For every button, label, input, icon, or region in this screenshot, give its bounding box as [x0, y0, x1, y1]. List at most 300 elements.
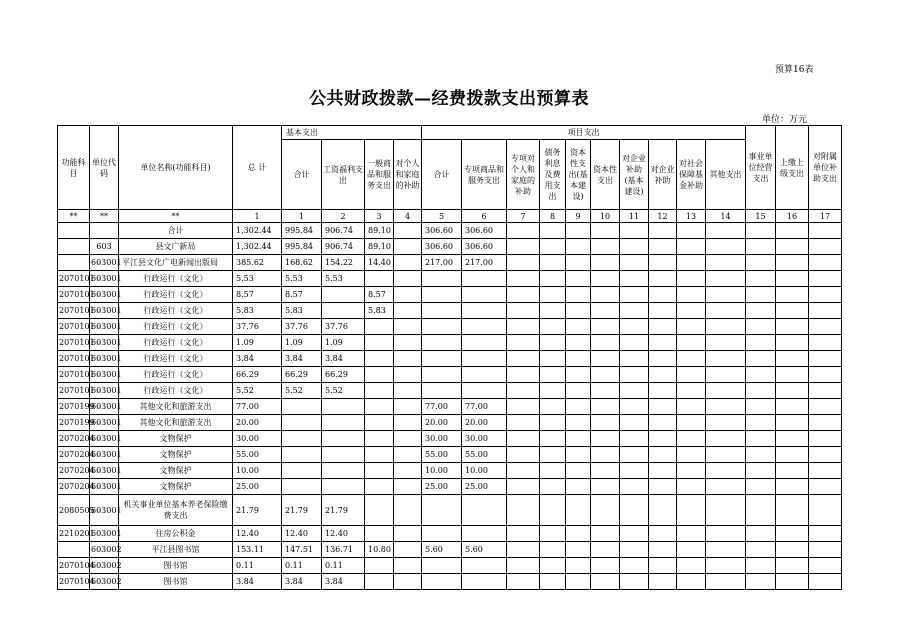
empty-cell: [809, 367, 842, 383]
empty-cell: [706, 303, 746, 319]
proj-total-cell: [422, 558, 462, 574]
wages-cell: [322, 303, 365, 319]
empty-cell: [677, 319, 706, 335]
empty-cell: [566, 415, 591, 431]
empty-cell: [566, 447, 591, 463]
proj-goods-cell: 10.00: [462, 463, 507, 479]
index-cell: 7: [507, 210, 540, 223]
proj-total-cell: [422, 367, 462, 383]
empty-cell: [649, 351, 677, 367]
empty-cell: [706, 271, 746, 287]
header-enterprise: 对企业补助: [649, 140, 677, 210]
func-code-cell: 2070101: [58, 367, 90, 383]
proj-goods-cell: [462, 335, 507, 351]
empty-cell: [620, 287, 649, 303]
empty-cell: [746, 558, 776, 574]
empty-cell: [776, 367, 809, 383]
proj-goods-cell: 5.60: [462, 542, 507, 558]
unit-name-cell: 行政运行（文化）: [119, 351, 233, 367]
personal-cell: [394, 463, 422, 479]
unit-code-cell: 603001: [90, 255, 119, 271]
total-cell: 3.84: [233, 351, 282, 367]
empty-cell: [620, 431, 649, 447]
personal-cell: [394, 431, 422, 447]
wages-cell: 5.52: [322, 383, 365, 399]
unit-name-cell: 图书馆: [119, 574, 233, 590]
index-cell: **: [90, 210, 119, 223]
proj-goods-cell: 25.00: [462, 479, 507, 495]
header-debt: 债务利息及费用支出: [540, 140, 566, 210]
empty-cell: [809, 351, 842, 367]
empty-cell: [776, 558, 809, 574]
proj-total-cell: 306.60: [422, 239, 462, 255]
unit-name-cell: 文物保护: [119, 431, 233, 447]
table-row: [58, 351, 842, 367]
empty-cell: [540, 495, 566, 526]
index-cell: 17: [809, 210, 842, 223]
goods-cell: [365, 479, 394, 495]
proj-total-cell: [422, 335, 462, 351]
empty-cell: [706, 287, 746, 303]
empty-cell: [540, 447, 566, 463]
empty-cell: [566, 526, 591, 542]
empty-cell: [649, 223, 677, 239]
empty-cell: [591, 479, 620, 495]
form-code: 预算16表: [775, 65, 814, 75]
page-title: 公共财政拨款—经费拨款支出预算表: [309, 89, 589, 109]
empty-cell: [540, 351, 566, 367]
basic-total-cell: 5.52: [282, 383, 322, 399]
empty-cell: [776, 255, 809, 271]
wages-cell: 5.53: [322, 271, 365, 287]
empty-cell: [809, 447, 842, 463]
table-row: [58, 447, 842, 463]
proj-total-cell: 5.60: [422, 542, 462, 558]
empty-cell: [809, 463, 842, 479]
empty-cell: [809, 558, 842, 574]
goods-cell: [365, 558, 394, 574]
total-cell: 30.00: [233, 431, 282, 447]
proj-total-cell: [422, 271, 462, 287]
unit-code-cell: 603001: [90, 526, 119, 542]
header-capital: 资本性支出: [591, 140, 620, 210]
empty-cell: [649, 255, 677, 271]
empty-cell: [540, 367, 566, 383]
empty-cell: [566, 399, 591, 415]
header-goods: 一般商品和服务支出: [365, 140, 394, 210]
proj-goods-cell: 20.00: [462, 415, 507, 431]
empty-cell: [809, 479, 842, 495]
func-code-cell: 2070101: [58, 271, 90, 287]
unit-name-cell: 文物保护: [119, 447, 233, 463]
empty-cell: [507, 447, 540, 463]
goods-cell: [365, 319, 394, 335]
total-cell: 385.62: [233, 255, 282, 271]
proj-goods-cell: [462, 319, 507, 335]
total-cell: 77.00: [233, 399, 282, 415]
empty-cell: [677, 351, 706, 367]
empty-cell: [809, 335, 842, 351]
proj-goods-cell: 306.60: [462, 239, 507, 255]
goods-cell: [365, 574, 394, 590]
empty-cell: [566, 367, 591, 383]
personal-cell: [394, 367, 422, 383]
empty-cell: [649, 542, 677, 558]
func-code-cell: [58, 239, 90, 255]
personal-cell: [394, 271, 422, 287]
unit-code-cell: 603001: [90, 287, 119, 303]
empty-cell: [706, 367, 746, 383]
personal-cell: [394, 223, 422, 239]
header-proj-total: 合计: [422, 140, 462, 210]
func-code-cell: [58, 255, 90, 271]
basic-total-cell: [282, 479, 322, 495]
func-code-cell: [58, 223, 90, 239]
proj-total-cell: [422, 319, 462, 335]
table-row: [58, 287, 842, 303]
empty-cell: [809, 239, 842, 255]
unit-name-cell: 文物保护: [119, 463, 233, 479]
basic-total-cell: 5.53: [282, 271, 322, 287]
empty-cell: [746, 335, 776, 351]
empty-cell: [649, 303, 677, 319]
goods-cell: [365, 335, 394, 351]
unit-code-cell: 603001: [90, 495, 119, 526]
empty-cell: [776, 495, 809, 526]
empty-cell: [746, 463, 776, 479]
empty-cell: [649, 367, 677, 383]
empty-cell: [706, 447, 746, 463]
goods-cell: [365, 526, 394, 542]
empty-cell: [809, 431, 842, 447]
empty-cell: [620, 574, 649, 590]
total-cell: 37.76: [233, 319, 282, 335]
empty-cell: [649, 431, 677, 447]
empty-cell: [540, 558, 566, 574]
empty-cell: [677, 558, 706, 574]
empty-cell: [591, 303, 620, 319]
goods-cell: 89.10: [365, 239, 394, 255]
empty-cell: [706, 431, 746, 447]
empty-cell: [507, 558, 540, 574]
empty-cell: [706, 463, 746, 479]
header-total: 总 计: [233, 126, 282, 210]
empty-cell: [746, 367, 776, 383]
header-unit-name: 单位名称(功能科目): [119, 126, 233, 210]
empty-cell: [507, 335, 540, 351]
unit-code-cell: 603001: [90, 431, 119, 447]
index-cell: **: [119, 210, 233, 223]
empty-cell: [620, 526, 649, 542]
table-row: [58, 558, 842, 574]
empty-cell: [507, 271, 540, 287]
empty-cell: [591, 223, 620, 239]
unit-code-cell: 603001: [90, 367, 119, 383]
goods-cell: 8.57: [365, 287, 394, 303]
empty-cell: [507, 574, 540, 590]
proj-goods-cell: [462, 271, 507, 287]
empty-cell: [649, 319, 677, 335]
header-upper: 上缴上级支出: [776, 126, 809, 210]
empty-cell: [677, 495, 706, 526]
empty-cell: [746, 495, 776, 526]
empty-cell: [677, 383, 706, 399]
empty-cell: [677, 255, 706, 271]
total-cell: 0.11: [233, 558, 282, 574]
empty-cell: [746, 574, 776, 590]
proj-goods-cell: [462, 303, 507, 319]
empty-cell: [649, 415, 677, 431]
empty-cell: [677, 287, 706, 303]
empty-cell: [591, 335, 620, 351]
empty-cell: [677, 335, 706, 351]
goods-cell: 14.40: [365, 255, 394, 271]
empty-cell: [746, 351, 776, 367]
empty-cell: [649, 287, 677, 303]
empty-cell: [566, 287, 591, 303]
table-body: [58, 223, 842, 590]
empty-cell: [591, 574, 620, 590]
empty-cell: [540, 271, 566, 287]
unit-code-cell: 603001: [90, 415, 119, 431]
empty-cell: [507, 526, 540, 542]
empty-cell: [649, 447, 677, 463]
total-cell: 153.11: [233, 542, 282, 558]
table-row: [58, 383, 842, 399]
unit-code-cell: 603002: [90, 574, 119, 590]
empty-cell: [776, 447, 809, 463]
proj-goods-cell: [462, 495, 507, 526]
empty-cell: [507, 255, 540, 271]
empty-cell: [809, 287, 842, 303]
empty-cell: [591, 447, 620, 463]
empty-cell: [746, 431, 776, 447]
basic-total-cell: 5.83: [282, 303, 322, 319]
unit-name-cell: 平江县文化广电新闻出版局: [119, 255, 233, 271]
empty-cell: [620, 335, 649, 351]
empty-cell: [507, 399, 540, 415]
basic-total-cell: 12.40: [282, 526, 322, 542]
empty-cell: [677, 431, 706, 447]
empty-cell: [776, 415, 809, 431]
goods-cell: [365, 495, 394, 526]
empty-cell: [706, 542, 746, 558]
table-row: [58, 463, 842, 479]
empty-cell: [706, 351, 746, 367]
empty-cell: [620, 367, 649, 383]
empty-cell: [566, 255, 591, 271]
empty-cell: [566, 574, 591, 590]
empty-cell: [591, 542, 620, 558]
empty-cell: [776, 463, 809, 479]
empty-cell: [649, 383, 677, 399]
unit-name-cell: 住房公积金: [119, 526, 233, 542]
empty-cell: [677, 223, 706, 239]
empty-cell: [620, 255, 649, 271]
goods-cell: [365, 415, 394, 431]
empty-cell: [776, 574, 809, 590]
table-row: [58, 399, 842, 415]
empty-cell: [591, 558, 620, 574]
header-enterprise-build: 对企业补助(基本建设): [620, 140, 649, 210]
empty-cell: [746, 239, 776, 255]
header-affiliated: 对附属单位补助支出: [809, 126, 842, 210]
personal-cell: [394, 479, 422, 495]
index-cell: 1: [282, 210, 322, 223]
empty-cell: [620, 223, 649, 239]
header-other: 其他支出: [706, 140, 746, 210]
empty-cell: [540, 383, 566, 399]
empty-cell: [677, 447, 706, 463]
proj-goods-cell: [462, 367, 507, 383]
func-code-cell: 2070204: [58, 479, 90, 495]
func-code-cell: 2070199: [58, 415, 90, 431]
empty-cell: [746, 223, 776, 239]
total-cell: 21.79: [233, 495, 282, 526]
empty-cell: [677, 399, 706, 415]
empty-cell: [507, 383, 540, 399]
index-cell: 8: [540, 210, 566, 223]
unit-code-cell: 603001: [90, 479, 119, 495]
personal-cell: [394, 447, 422, 463]
empty-cell: [809, 303, 842, 319]
empty-cell: [540, 303, 566, 319]
index-cell: 5: [422, 210, 462, 223]
empty-cell: [776, 319, 809, 335]
header-proj-goods: 专项商品和服务支出: [462, 140, 507, 210]
empty-cell: [809, 542, 842, 558]
goods-cell: [365, 399, 394, 415]
index-cell: 13: [677, 210, 706, 223]
total-cell: 10.00: [233, 463, 282, 479]
empty-cell: [620, 479, 649, 495]
func-code-cell: 2210201: [58, 526, 90, 542]
index-cell: 16: [776, 210, 809, 223]
proj-goods-cell: [462, 351, 507, 367]
empty-cell: [809, 271, 842, 287]
empty-cell: [540, 542, 566, 558]
empty-cell: [540, 335, 566, 351]
empty-cell: [809, 495, 842, 526]
empty-cell: [540, 526, 566, 542]
goods-cell: [365, 367, 394, 383]
total-cell: 3.84: [233, 574, 282, 590]
basic-total-cell: 3.84: [282, 351, 322, 367]
unit-code-cell: 603001: [90, 463, 119, 479]
empty-cell: [746, 415, 776, 431]
basic-total-cell: [282, 463, 322, 479]
empty-cell: [776, 239, 809, 255]
proj-total-cell: [422, 495, 462, 526]
empty-cell: [677, 303, 706, 319]
table-row: [58, 431, 842, 447]
wages-cell: [322, 447, 365, 463]
unit-code-cell: 603001: [90, 335, 119, 351]
proj-goods-cell: 306.60: [462, 223, 507, 239]
proj-goods-cell: 77.00: [462, 399, 507, 415]
proj-total-cell: [422, 287, 462, 303]
wages-cell: 1.09: [322, 335, 365, 351]
table-row: [58, 542, 842, 558]
total-cell: 5.83: [233, 303, 282, 319]
header-business: 事业单位经营支出: [746, 126, 776, 210]
proj-total-cell: 25.00: [422, 479, 462, 495]
wages-cell: [322, 479, 365, 495]
table-row: [58, 574, 842, 590]
empty-cell: [620, 542, 649, 558]
empty-cell: [677, 271, 706, 287]
unit-name-cell: 行政运行（文化）: [119, 271, 233, 287]
goods-cell: [365, 351, 394, 367]
personal-cell: [394, 558, 422, 574]
basic-total-cell: 37.76: [282, 319, 322, 335]
empty-cell: [591, 351, 620, 367]
basic-total-cell: 995.84: [282, 223, 322, 239]
empty-cell: [507, 415, 540, 431]
header-project: 项目支出: [422, 126, 746, 140]
personal-cell: [394, 495, 422, 526]
empty-cell: [677, 415, 706, 431]
empty-cell: [620, 558, 649, 574]
proj-total-cell: 306.60: [422, 223, 462, 239]
index-cell: 3: [365, 210, 394, 223]
empty-cell: [591, 255, 620, 271]
personal-cell: [394, 526, 422, 542]
func-code-cell: 2070104: [58, 558, 90, 574]
unit-code-cell: 603001: [90, 447, 119, 463]
total-cell: 8.57: [233, 287, 282, 303]
goods-cell: [365, 463, 394, 479]
wages-cell: [322, 399, 365, 415]
basic-total-cell: 66.29: [282, 367, 322, 383]
empty-cell: [507, 367, 540, 383]
proj-goods-cell: [462, 287, 507, 303]
proj-goods-cell: [462, 574, 507, 590]
index-cell: 4: [394, 210, 422, 223]
empty-cell: [706, 558, 746, 574]
empty-cell: [591, 463, 620, 479]
index-cell: 1: [233, 210, 282, 223]
empty-cell: [507, 431, 540, 447]
empty-cell: [507, 303, 540, 319]
personal-cell: [394, 415, 422, 431]
empty-cell: [706, 574, 746, 590]
goods-cell: 10.80: [365, 542, 394, 558]
unit-code-cell: 603001: [90, 351, 119, 367]
wages-cell: 21.79: [322, 495, 365, 526]
index-cell: 12: [649, 210, 677, 223]
empty-cell: [540, 319, 566, 335]
empty-cell: [746, 271, 776, 287]
empty-cell: [620, 239, 649, 255]
func-code-cell: 2070101: [58, 351, 90, 367]
header-personal: 对个人和家庭的补助: [394, 140, 422, 210]
func-code-cell: 2070204: [58, 431, 90, 447]
wages-cell: 906.74: [322, 223, 365, 239]
basic-total-cell: 147.51: [282, 542, 322, 558]
header-basic: 基本支出: [282, 126, 422, 140]
empty-cell: [591, 271, 620, 287]
header-basic-total: 合计: [282, 140, 322, 210]
empty-cell: [591, 431, 620, 447]
func-code-cell: 2070104: [58, 574, 90, 590]
empty-cell: [620, 463, 649, 479]
basic-total-cell: [282, 447, 322, 463]
empty-cell: [649, 479, 677, 495]
empty-cell: [540, 479, 566, 495]
goods-cell: [365, 383, 394, 399]
table-row: [58, 255, 842, 271]
